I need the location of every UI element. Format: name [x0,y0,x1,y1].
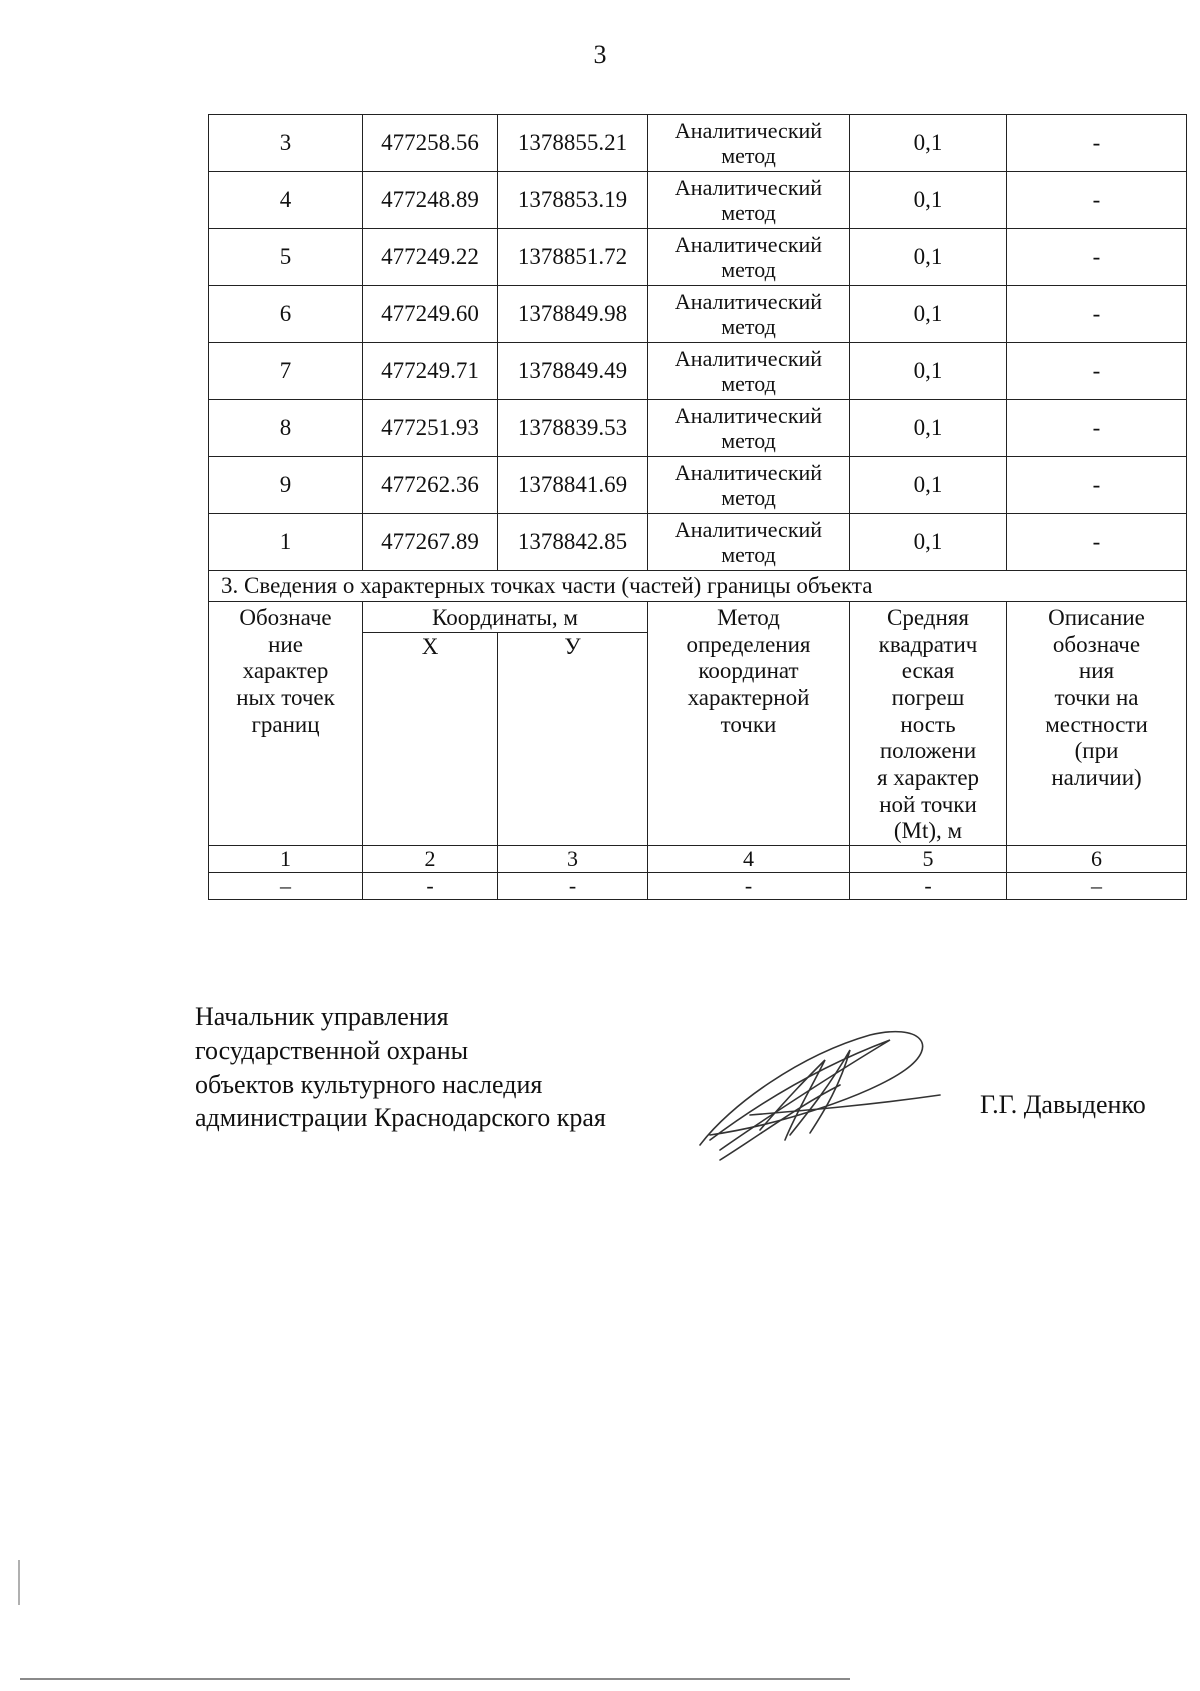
page-number: 3 [593,40,607,69]
header-description-line: обозначе [1052,631,1141,657]
mt-cell: 0,1 [850,343,1007,400]
header-designation-line: границ [251,711,320,737]
column-number: 1 [209,846,363,873]
header-mt [850,602,1007,846]
table-row [209,229,1187,286]
y-coordinate-cell: 1378841.69 [498,457,648,514]
handwritten-signature [690,1015,950,1165]
header-description-line: точки на [1054,685,1139,711]
column-number: 6 [1007,846,1187,873]
x-coordinate-cell: 477249.60 [363,286,498,343]
method-line: метод [721,485,776,510]
x-coordinate-cell: 477249.22 [363,229,498,286]
header-method-line: точки [720,711,777,737]
point-number-cell: 7 [209,343,363,400]
section3-title: 3. Сведения о характерных точках части (частей) границы объекта [209,571,1187,602]
mt-cell: 0,1 [850,229,1007,286]
mt-cell: 0,1 [850,457,1007,514]
y-coordinate-cell: 1378849.98 [498,286,648,343]
method-cell [648,172,850,229]
signatory-position [195,1000,606,1135]
method-cell [648,400,850,457]
x-coordinate-cell: 477251.93 [363,400,498,457]
header-mt-line: я характер [876,765,980,791]
column-number: 4 [648,846,850,873]
point-number-cell: 5 [209,229,363,286]
column-number: 3 [498,846,648,873]
header-description [1007,602,1187,846]
point-number-cell: 3 [209,115,363,172]
y-coordinate-cell: 1378855.21 [498,115,648,172]
method-line: Аналитический [674,402,823,428]
header-designation-line: характер [242,658,329,684]
empty-cell: - [850,873,1007,900]
y-coordinate-cell: 1378842.85 [498,514,648,571]
header-y: У [498,633,648,846]
point-number-cell: 1 [209,514,363,571]
method-line: Аналитический [674,345,823,371]
description-cell: - [1007,229,1187,286]
table-row [209,286,1187,343]
method-line: метод [721,257,776,282]
empty-cell: – [1007,873,1187,900]
x-coordinate-cell: 477249.71 [363,343,498,400]
x-coordinate-cell: 477248.89 [363,172,498,229]
mt-cell: 0,1 [850,286,1007,343]
description-cell: - [1007,457,1187,514]
method-cell [648,457,850,514]
empty-cell: – [209,873,363,900]
point-number-cell: 4 [209,172,363,229]
position-line: объектов культурного наследия [195,1069,543,1099]
header-description-line: местности [1045,711,1148,737]
point-number-cell: 9 [209,457,363,514]
column-numbers-row [209,846,1187,873]
method-cell [648,514,850,571]
method-line: метод [721,143,776,168]
table-row [209,514,1187,571]
header-mt-line: положени [879,738,977,764]
point-number-cell: 8 [209,400,363,457]
table-row [209,400,1187,457]
coordinates-table [208,114,1187,900]
mt-cell: 0,1 [850,400,1007,457]
header-method-line: Метод [717,605,780,630]
method-line: Аналитический [674,174,823,200]
method-line: Аналитический [674,516,823,542]
header-description-line: Описание [1048,605,1145,630]
header-mt-line: еская [901,658,955,684]
header-designation-line: ных точек [236,685,335,711]
empty-cell: - [498,873,648,900]
description-cell: - [1007,172,1187,229]
description-cell: - [1007,514,1187,571]
position-line: Начальник управления [195,1002,449,1031]
description-cell: - [1007,400,1187,457]
method-line: метод [721,542,776,567]
method-cell [648,286,850,343]
description-cell: - [1007,115,1187,172]
mt-cell: 0,1 [850,172,1007,229]
header-mt-line: ной точки [879,791,977,817]
header-method-line: характерной [687,685,810,711]
mt-cell: 0,1 [850,514,1007,571]
header-mt-line: Средняя [887,605,969,630]
header-method [648,602,850,846]
table-row [209,115,1187,172]
header-mt-line: (Mt), м [893,818,963,844]
table-row [209,343,1187,400]
method-line: метод [721,314,776,339]
y-coordinate-cell: 1378849.49 [498,343,648,400]
method-cell [648,229,850,286]
header-mt-line: квадратич [878,631,978,657]
column-number: 5 [850,846,1007,873]
signatory-name: Г.Г. Давыденко [980,1090,1146,1119]
header-mt-line: ность [900,711,956,737]
section3 [209,571,1187,900]
description-cell: - [1007,343,1187,400]
bottom-rule [20,1678,850,1680]
x-coordinate-cell: 477267.89 [363,514,498,571]
method-line: метод [721,371,776,396]
point-number-cell: 6 [209,286,363,343]
empty-cell: - [363,873,498,900]
header-designation-line: ние [268,631,303,657]
method-line: метод [721,428,776,453]
method-line: Аналитический [674,231,823,257]
x-coordinate-cell: 477258.56 [363,115,498,172]
position-line: государственной охраны [195,1035,469,1065]
coordinates-rows [209,115,1187,571]
header-method-line: определения [686,631,811,657]
header-coordinates: Координаты, м [363,602,648,633]
header-description-line: наличии) [1051,765,1142,791]
margin-mark [18,1560,20,1605]
header-x: X [363,633,498,846]
y-coordinate-cell: 1378853.19 [498,172,648,229]
y-coordinate-cell: 1378851.72 [498,229,648,286]
header-description-line: ния [1078,658,1115,684]
table-row [209,457,1187,514]
method-line: Аналитический [674,459,823,485]
method-line: Аналитический [674,117,823,143]
x-coordinate-cell: 477262.36 [363,457,498,514]
table-row [209,172,1187,229]
method-line: Аналитический [674,288,823,314]
column-number: 2 [363,846,498,873]
header-designation [209,602,363,846]
method-cell [648,115,850,172]
header-mt-line: погреш [891,685,965,711]
header-method-line: координат [698,658,799,684]
method-cell [648,343,850,400]
description-cell: - [1007,286,1187,343]
header-designation-line: Обозначе [239,605,332,630]
y-coordinate-cell: 1378839.53 [498,400,648,457]
empty-cell: - [648,873,850,900]
header-description-line: (при [1074,738,1119,764]
position-line: администрации Краснодарского края [195,1103,606,1133]
mt-cell: 0,1 [850,115,1007,172]
method-line: метод [721,200,776,225]
empty-data-row [209,873,1187,900]
